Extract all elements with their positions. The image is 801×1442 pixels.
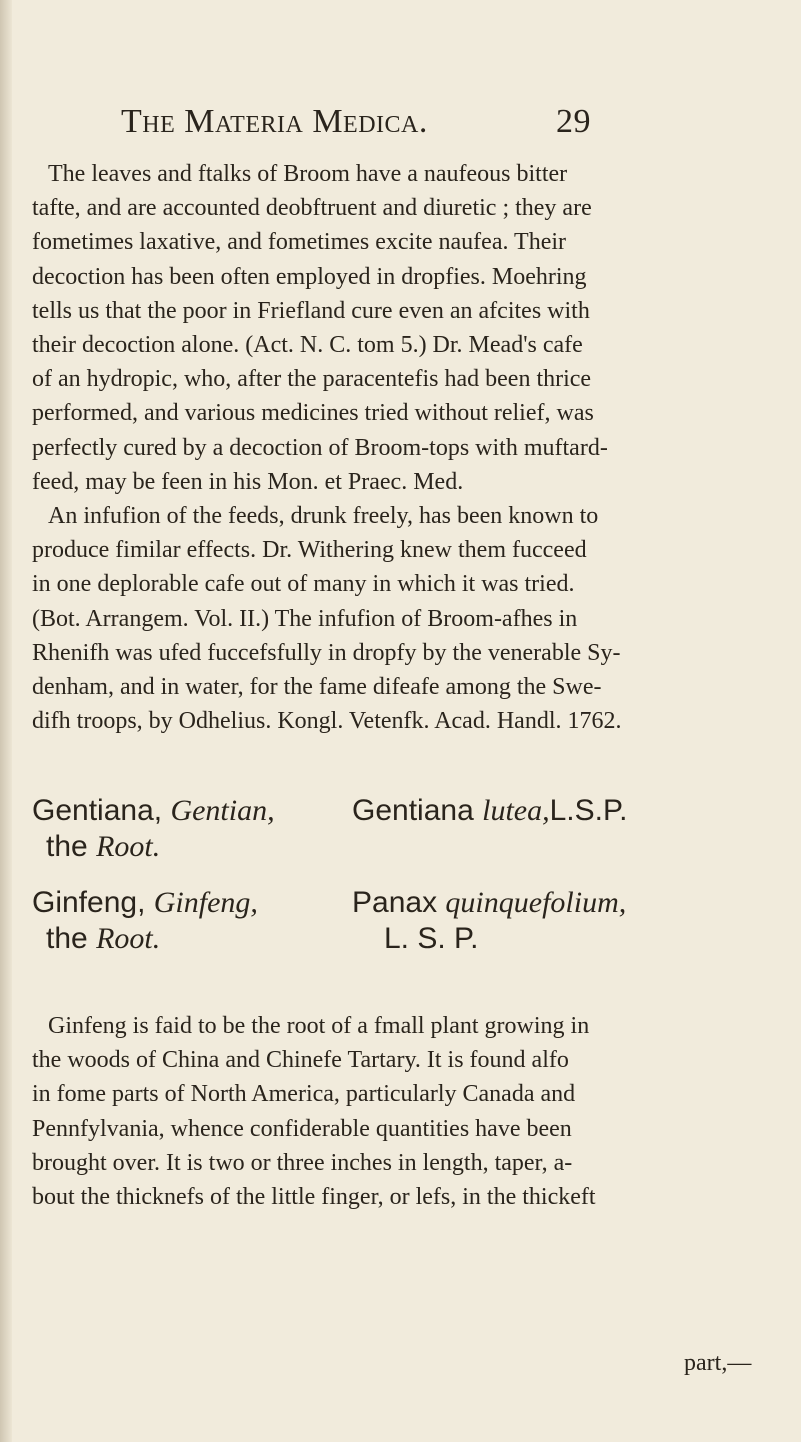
text-line: Pennfylvania, whence confiderable quantities have been xyxy=(32,1115,572,1142)
entry-part-article: the xyxy=(46,830,88,863)
entry-english-name: Ginfeng, xyxy=(32,886,146,919)
page-edge xyxy=(0,0,12,1442)
entry-name xyxy=(32,884,258,922)
entry-latin-species: quinquefolium, xyxy=(445,886,627,919)
text-line: Ginfeng is faid to be the root of a fmall plant growing in xyxy=(48,1013,590,1039)
text-line: An infufion of the feeds, drunk freely, has been known to xyxy=(48,503,599,529)
text-line: Rhenifh was ufed fuccefsfully in dropfy by the venerable Sy- xyxy=(32,639,621,666)
text-line: (Bot. Arrangem. Vol. II.) The infufion of Broom-afhes in xyxy=(32,605,578,632)
entry-name xyxy=(32,792,275,830)
paragraph-broom-leaves xyxy=(32,157,744,499)
running-title: The Materia Medica. xyxy=(121,103,428,140)
entry-english-italic: Gentian, xyxy=(170,794,275,827)
text-line: tafte, and are accounted deobftruent and diuretic ; they are xyxy=(32,195,592,222)
entry-part-italic: Root. xyxy=(96,830,161,863)
entry-latin-species: lutea, xyxy=(482,794,550,827)
text-line: bout the thicknefs of the little finger, or lefs, in the thickeft xyxy=(32,1184,596,1211)
page-number: 29 xyxy=(556,103,591,140)
entry-part-article: the xyxy=(46,922,88,955)
text-line: of an hydropic, who, after the paracentefis had been thrice xyxy=(32,366,592,393)
text-line: the woods of China and Chinefe Tartary. It is found alfo xyxy=(32,1047,569,1074)
text-line: tells us that the poor in Friefland cure even an afcites with xyxy=(32,297,590,324)
text-line: their decoction alone. (Act. N. C. tom 5.) Dr. Mead's cafe xyxy=(32,332,583,359)
entry-latin-name xyxy=(352,792,627,830)
text-line: fometimes laxative, and fometimes excite naufea. Their xyxy=(32,229,567,256)
text-line: perfectly cured by a decoction of Broom-tops with muftard- xyxy=(32,434,608,461)
text-line: produce fimilar effects. Dr. Withering knew them fucceed xyxy=(32,537,587,564)
entry-latin-name xyxy=(352,884,626,922)
text-line: performed, and various medicines tried without relief, was xyxy=(32,400,594,427)
text-line: in one deplorable cafe out of many in which it was tried. xyxy=(32,571,575,598)
catchword: part,— xyxy=(684,1350,752,1376)
entry-part-italic: Root. xyxy=(96,922,161,955)
entry-part xyxy=(46,828,160,866)
entry-latin-genus: Gentiana xyxy=(352,794,474,827)
text-line: in fome parts of North America, particularly Canada and xyxy=(32,1081,576,1108)
entry-latin-genus: Panax xyxy=(352,886,438,919)
text-line: The leaves and ftalks of Broom have a naufeous bitter xyxy=(48,161,568,187)
entry-english-italic: Ginfeng, xyxy=(153,886,258,919)
text-line: brought over. It is two or three inches in length, taper, a- xyxy=(32,1149,573,1176)
text-line: denham, and in water, for the fame difeafe among the Swe- xyxy=(32,674,602,701)
paragraph-broom-seeds xyxy=(32,499,744,738)
text-line: decoction has been often employed in dropfies. Moehring xyxy=(32,263,587,290)
entry-pharmacopoeia: L. S. P. xyxy=(384,922,479,955)
entry-part xyxy=(46,920,160,958)
text-line: difh troops, by Odhelius. Kongl. Vetenfk. Acad. Handl. 1762. xyxy=(32,708,622,735)
text-line: feed, may be feen in his Mon. et Praec. Med. xyxy=(32,468,464,495)
entry-pharmacopoeia: L.S.P. xyxy=(549,794,628,827)
entry-english-name: Gentiana, xyxy=(32,794,163,827)
paragraph-ginseng xyxy=(32,1009,744,1214)
